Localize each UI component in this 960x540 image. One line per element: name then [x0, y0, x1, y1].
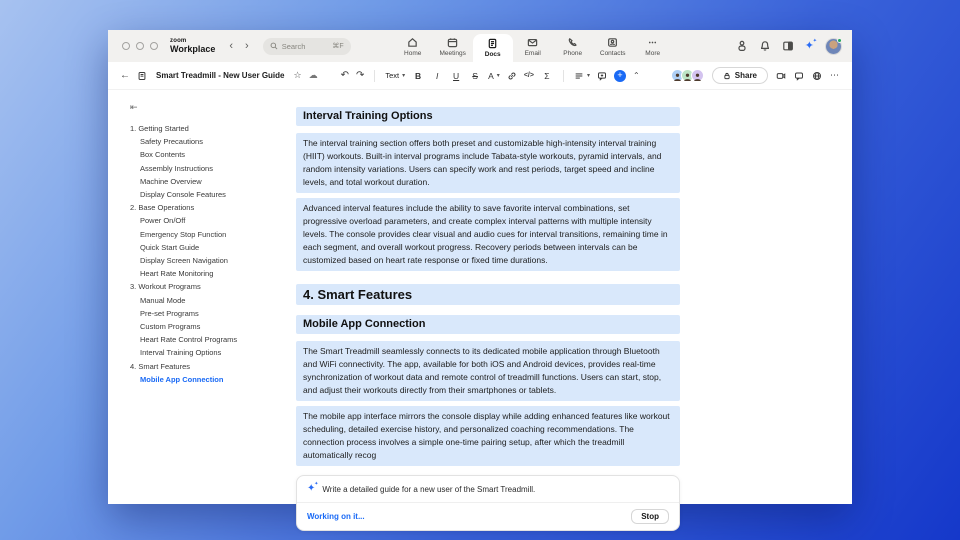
comment-icon[interactable]: [597, 71, 607, 81]
toolbar-divider: [374, 70, 375, 82]
ai-status-text: Working on it...: [307, 512, 365, 521]
maximize-window-button[interactable]: [150, 42, 158, 50]
toc-item-power-on-off[interactable]: Power On/Off: [140, 216, 186, 226]
toc-item-preset-programs[interactable]: Pre-set Programs: [140, 308, 199, 318]
contacts-icon: [607, 37, 618, 48]
toc-item-display-console-features[interactable]: Display Console Features: [140, 190, 226, 200]
collapse-sidebar-icon[interactable]: ⇤: [130, 102, 138, 112]
text-color-dropdown[interactable]: A ▾: [488, 70, 500, 81]
collaborator-avatars: [671, 69, 704, 82]
align-lines-icon: [574, 71, 584, 81]
doc-heading-mobile-app-connection[interactable]: Mobile App Connection: [296, 315, 680, 334]
email-icon: [527, 37, 538, 48]
tab-home[interactable]: Home: [393, 32, 433, 62]
toc-item-custom-programs[interactable]: Custom Programs: [140, 322, 201, 332]
toc-item-heart-rate-monitoring[interactable]: Heart Rate Monitoring: [140, 269, 214, 279]
toc-item-mobile-app-connection[interactable]: Mobile App Connection: [140, 374, 224, 384]
document-title[interactable]: Smart Treadmill - New User Guide: [156, 71, 285, 80]
more-options-button[interactable]: ⋯: [830, 70, 840, 80]
toc-item-heart-rate-control[interactable]: Heart Rate Control Programs: [140, 335, 238, 345]
tab-meetings[interactable]: Meetings: [433, 32, 473, 62]
toc-item-workout-programs[interactable]: 3. Workout Programs: [130, 282, 201, 292]
tab-more[interactable]: More: [633, 32, 673, 62]
tab-docs[interactable]: Docs: [473, 34, 513, 62]
ai-sparkle-icon: ✦ ✦: [307, 481, 319, 494]
doc-paragraph-in-progress[interactable]: The mobile app interface mirrors the console display while adding enhanced features like workout scheduling, detailed exercise history, and personalized coaching recommendations. The connection process involves a simple one-time pairing setup, after which the treadmill automatically recog: [296, 406, 680, 466]
video-call-icon[interactable]: [776, 71, 786, 81]
chevron-down-icon: ▾: [496, 73, 500, 79]
toc-item-base-operations[interactable]: 2. Base Operations: [130, 203, 195, 213]
docs-icon: [487, 38, 498, 49]
tab-phone[interactable]: Phone: [553, 32, 593, 62]
toc-item-machine-overview[interactable]: Machine Overview: [140, 176, 202, 186]
stop-button[interactable]: Stop: [631, 509, 669, 524]
nav-forward-icon[interactable]: ›: [245, 40, 249, 52]
chevron-down-icon: ▾: [402, 73, 406, 79]
cloud-saved-icon: ☁: [308, 70, 318, 80]
tab-contacts[interactable]: Contacts: [593, 32, 633, 62]
underline-button[interactable]: U: [453, 70, 460, 81]
toc-item-manual-mode[interactable]: Manual Mode: [140, 295, 186, 305]
back-button[interactable]: ←: [120, 70, 130, 81]
app-topbar: [108, 30, 852, 62]
toc-item-interval-training[interactable]: Interval Training Options: [140, 348, 222, 358]
text-style-dropdown[interactable]: Text ▾: [385, 71, 406, 80]
assistant-robot-icon[interactable]: [736, 40, 748, 52]
zoom-workplace-logo: zoom Workplace: [170, 38, 216, 54]
link-icon[interactable]: [507, 71, 517, 81]
notifications-bell-icon[interactable]: [759, 40, 771, 52]
nav-back-icon[interactable]: ‹: [229, 40, 234, 52]
chat-icon[interactable]: [794, 71, 804, 81]
toc-item-emergency-stop[interactable]: Emergency Stop Function: [140, 229, 227, 239]
doc-paragraph[interactable]: The interval training section offers both preset and customizable high-intensity interval training (HIIT) workouts. Built-in interval programs include Tabata-style workouts, pyramid intervals, and random intensity variations. Users can specify work and rest periods, target speed and incline levels, and total workout duration.: [296, 133, 680, 193]
toolbar-divider: [563, 70, 564, 82]
toc-item-display-screen-nav[interactable]: Display Screen Navigation: [140, 256, 228, 266]
strikethrough-button[interactable]: S: [472, 70, 478, 81]
toc-item-smart-features[interactable]: 4. Smart Features: [130, 361, 191, 371]
app-tabs: [393, 30, 673, 62]
chevron-down-icon: ▾: [586, 73, 590, 79]
toc-item-getting-started[interactable]: 1. Getting Started: [130, 124, 189, 133]
doc-heading-interval-training-options[interactable]: Interval Training Options: [296, 107, 680, 126]
search-input[interactable]: [263, 38, 351, 55]
share-button[interactable]: Share: [712, 67, 768, 84]
doc-paragraph[interactable]: The Smart Treadmill seamlessly connects to its dedicated mobile application through Bluetooth and WiFi connectivity. The app, available for both iOS and Android devices, provides real-time synchronization of workout data and remote control of treadmill functions. Users can start, stop, and adjust their workouts directly from their smartphones or tablets.: [296, 341, 680, 401]
ai-companion-icon[interactable]: ✦ ✦: [804, 37, 817, 52]
side-panel-toggle-icon[interactable]: [782, 40, 794, 52]
app-window: [108, 30, 852, 521]
search-placeholder: Search: [281, 41, 306, 51]
formula-button[interactable]: Σ: [544, 70, 550, 81]
minimize-window-button[interactable]: [136, 42, 144, 50]
insert-plus-button[interactable]: +: [614, 70, 626, 82]
phone-icon: [567, 37, 578, 48]
doc-page-icon: [137, 71, 147, 81]
online-status-dot: [837, 38, 842, 43]
more-dots-icon: [647, 37, 658, 48]
collapse-toolbar-button[interactable]: ⌃: [632, 71, 640, 80]
globe-icon[interactable]: [812, 71, 822, 81]
doc-heading-smart-features[interactable]: 4. Smart Features: [296, 284, 680, 305]
tab-email[interactable]: Email: [513, 32, 553, 62]
code-button[interactable]: </>: [523, 72, 534, 79]
undo-button[interactable]: ↶: [340, 70, 349, 81]
italic-button[interactable]: I: [435, 70, 439, 81]
align-list-dropdown[interactable]: [574, 71, 590, 81]
toc-sidebar: [108, 90, 288, 504]
user-avatar[interactable]: [825, 38, 842, 55]
ai-companion-panel: [296, 475, 680, 531]
window-controls[interactable]: [122, 42, 158, 50]
search-shortcut: ⌘F: [332, 43, 344, 50]
document-canvas: [288, 90, 852, 521]
home-icon: [407, 37, 418, 48]
lock-icon: [723, 72, 731, 80]
document-toolbar: [108, 62, 852, 90]
toc-item-quick-start-guide[interactable]: Quick Start Guide: [140, 242, 200, 252]
redo-button[interactable]: ↷: [355, 70, 365, 81]
calendar-icon: [447, 37, 458, 48]
bold-button[interactable]: B: [415, 70, 422, 81]
collaborator-avatar[interactable]: [691, 69, 704, 82]
close-window-button[interactable]: [122, 42, 130, 50]
toc-item-box-contents[interactable]: Box Contents: [140, 150, 186, 160]
search-icon: [270, 42, 278, 50]
toc-item-assembly-instructions[interactable]: Assembly Instructions: [140, 163, 213, 173]
toc-item-safety-precautions[interactable]: Safety Precautions: [140, 137, 203, 147]
favorite-star-icon[interactable]: ☆: [293, 70, 302, 80]
doc-paragraph[interactable]: Advanced interval features include the ability to save favorite interval combinations, set progressive overload parameters, and create complex interval patterns with multiple intensity levels. The console provides clear visual and audio cues for interval transitions, remaining time in each segment, and overall workout progress. Recovery periods between intervals can be customized based on heart rate response or fixed time durations.: [296, 198, 680, 271]
ai-prompt-text: Write a detailed guide for a new user of the Smart Treadmill.: [322, 484, 536, 494]
